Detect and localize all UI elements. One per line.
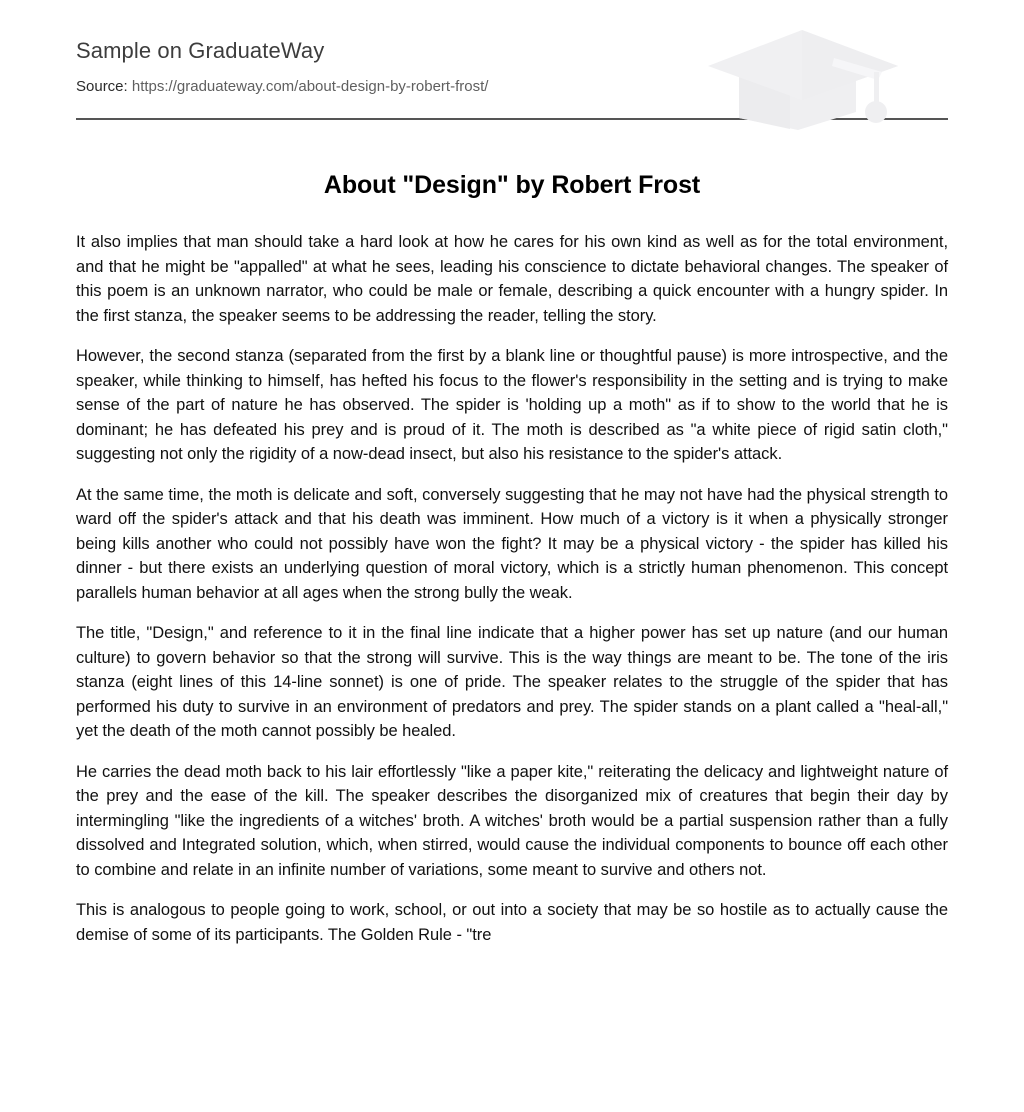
paragraph: However, the second stanza (separated from the first by a blank line or thoughtful pause) is more introspective, and the speaker, while thinking to himself, has hefted his focus to the flower's responsibility in the setting and is trying to make sense of the part of nature he has observed. The spider is 'holding up a moth" as if to show to the world that he is dominant; he has defeated his prey and is proud of it. The moth is described as "a white piece of rigid satin cloth," suggesting not only the rigidity of a now-dead insect, but also his resistance to the spider's attack. [76,347,948,463]
paragraph: It also implies that man should take a hard look at how he cares for his own kind as well as for the total environment, and that he might be "appalled" at what he sees, leading his conscience to dictate behavioral changes. The speaker of this poem is an unknown narrator, who could be male or female, describing a quick encounter with a hungry spider. In the first stanza, the speaker seems to be addressing the reader, telling the story. [76,233,948,325]
paragraph: At the same time, the moth is delicate and soft, conversely suggesting that he may not have had the physical strength to ward off the spider's attack and that his death was imminent. How much of a victory is it when a physically stronger being kills another who could not possibly have won the fight? It may be a physical victory - the spider has killed his dinner - but there exists an underlying question of moral victory, which is a strictly human phenomenon. This concept parallels human behavior at all ages when the strong bully the weak. [76,485,948,602]
source-line [76,77,948,97]
page-header [76,0,948,105]
paragraph: He carries the dead moth back to his lair effortlessly "like a paper kite," reiterating the delicacy and lightweight nature of the prey and the ease of the kill. The speaker describes the disorganized mix of creatures that begin their day by intermingling "like the ingredients of a witches' broth. A witches' broth would be a partial suspension rather than a fully dissolved and Integrated solution, which, when stirred, would cause the individual components to bounce off each other to combine and relate in an infinite number of variations, some meant to survive and others not. [76,762,948,879]
source-label: Source: [76,78,128,95]
site-title: Sample on GraduateWay [76,38,325,63]
page-title: About "Design" by Robert Frost [323,171,701,199]
source-url[interactable]: https://graduateway.com/about-design-by-robert-frost/ [131,78,489,95]
paragraph: This is analogous to people going to work, school, or out into a society that may be so hostile as to actually cause the demise of some of its participants. The Golden Rule - "tre [76,901,948,944]
document-body [76,200,948,947]
paragraph: The title, "Design," and reference to it in the final line indicate that a higher power has set up nature (and our human culture) to govern behavior so that the strong will survive. This is the way things are meant to be. The tone of the iris stanza (eight lines of this 14-line sonnet) is one of pride. The speaker relates to the struggle of the spider that has performed his duty to survive in an environment of predators and prey. The spider stands on a plant called a "heal-all," yet the death of the moth cannot possibly be healed. [76,624,948,740]
